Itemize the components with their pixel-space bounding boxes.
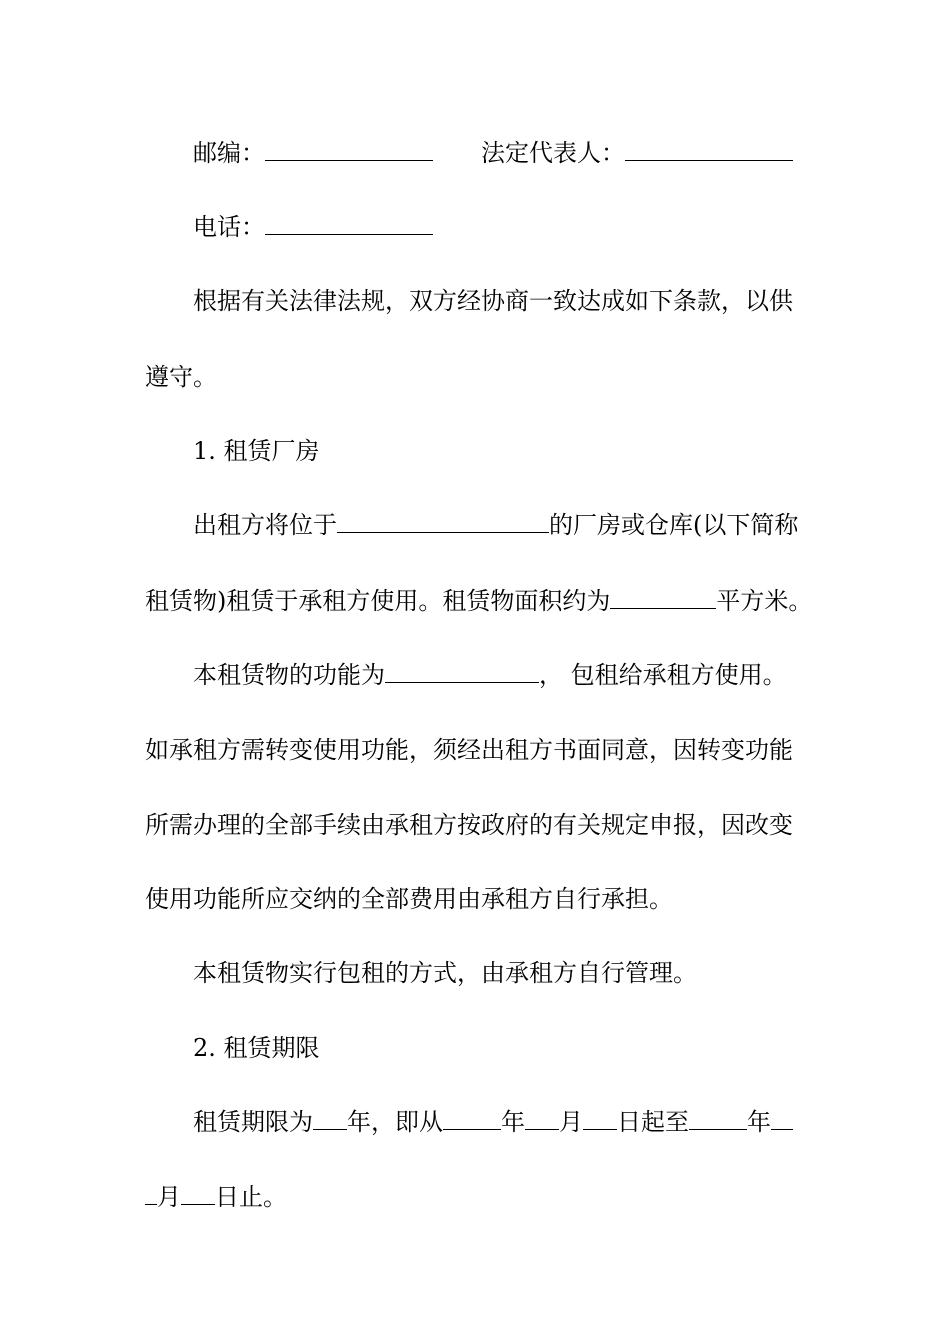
- area-blank[interactable]: [610, 586, 716, 609]
- text: 月: [157, 1183, 181, 1211]
- term-years-blank[interactable]: [313, 1107, 347, 1130]
- start-month-blank[interactable]: [525, 1107, 559, 1130]
- legal-rep-label: 法定代表人：: [481, 139, 625, 167]
- text: 年: [501, 1108, 525, 1136]
- text: 平方米。: [716, 587, 813, 615]
- phone-label: 电话：: [193, 213, 265, 241]
- section-1-line-1: [193, 510, 893, 540]
- end-month-blank-part-2[interactable]: [145, 1182, 157, 1205]
- text: 日起至: [617, 1108, 689, 1136]
- text: 的厂房或仓库(以下简称: [549, 511, 799, 539]
- contact-line-2: [193, 212, 893, 242]
- phone-blank[interactable]: [265, 212, 433, 235]
- section-1-line-4: 如承租方需转变使用功能，须经出租方书面同意，因转变功能: [145, 736, 793, 764]
- location-blank[interactable]: [337, 510, 549, 533]
- section-1-line-5: 所需办理的全部手续由承租方按政府的有关规定申报，因改变: [145, 811, 793, 839]
- section-1-heading: 1. 租赁厂房: [193, 437, 320, 465]
- section-2-heading: 2. 租赁期限: [193, 1034, 320, 1062]
- legal-rep-blank[interactable]: [625, 138, 793, 161]
- text: 租赁物)租赁于承租方使用。租赁物面积约为: [145, 587, 611, 615]
- end-day-blank[interactable]: [181, 1182, 215, 1205]
- postcode-label: 邮编：: [193, 139, 265, 167]
- function-blank[interactable]: [385, 660, 539, 683]
- postcode-blank[interactable]: [265, 138, 433, 161]
- start-day-blank[interactable]: [583, 1107, 617, 1130]
- end-year-blank[interactable]: [689, 1107, 747, 1130]
- text: 出租方将位于: [193, 511, 337, 539]
- text: 本租赁物的功能为: [193, 661, 385, 689]
- text: 月: [559, 1108, 583, 1136]
- section-1-line-2: [145, 586, 845, 616]
- text: 年: [747, 1108, 771, 1136]
- section-2-line-2: [145, 1182, 845, 1212]
- start-year-blank[interactable]: [443, 1107, 501, 1130]
- section-1-line-7: 本租赁物实行包租的方式，由承租方自行管理。: [193, 959, 697, 987]
- end-month-blank-part-1[interactable]: [771, 1107, 793, 1130]
- intro-line-1: 根据有关法律法规，双方经协商一致达成如下条款，以供: [193, 287, 793, 315]
- contact-line-1: [193, 138, 893, 168]
- text: ， 包租给承租方使用。: [539, 661, 787, 689]
- section-1-line-3: [193, 660, 893, 690]
- section-2-line-1: [193, 1107, 893, 1137]
- text: 日止。: [215, 1183, 287, 1211]
- section-1-line-6: 使用功能所应交纳的全部费用由承租方自行承担。: [145, 885, 673, 913]
- text: 年，即从: [347, 1108, 443, 1136]
- text: 租赁期限为: [193, 1108, 313, 1136]
- intro-line-2: 遵守。: [145, 363, 217, 391]
